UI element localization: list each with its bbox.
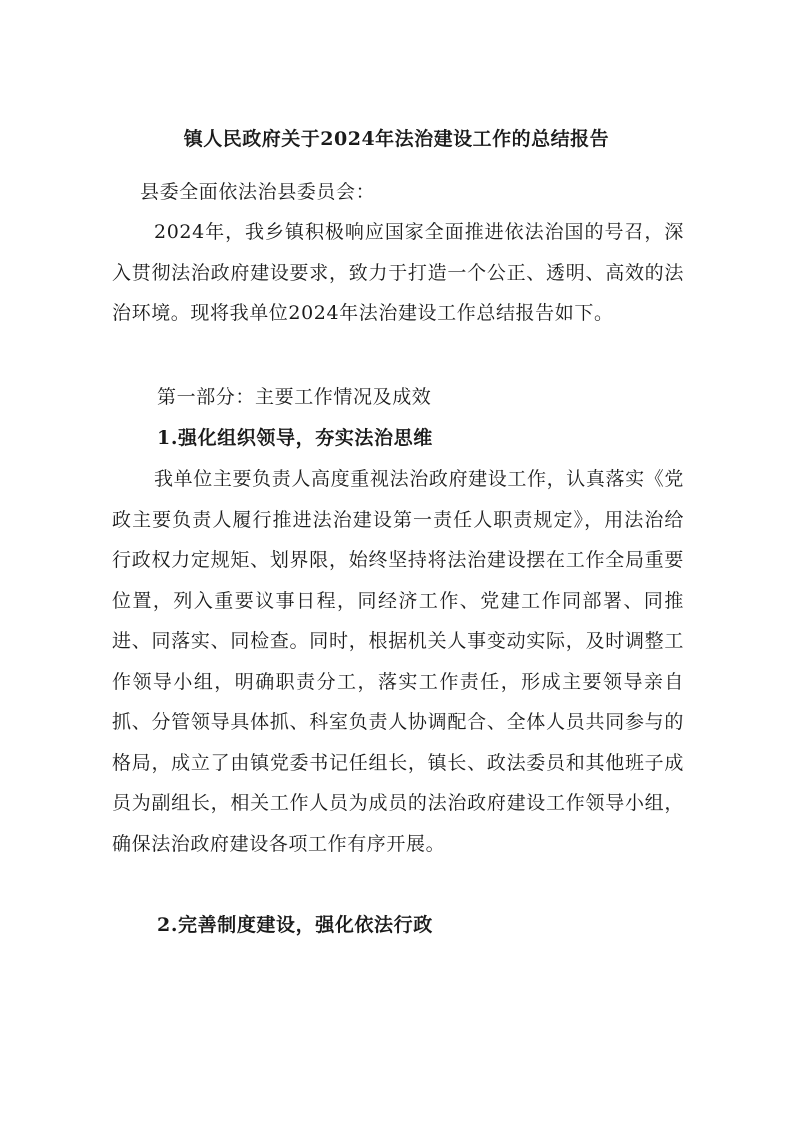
section-label: 第一部分：主要工作情况及成效 [157,386,432,408]
document-title: 镇人民政府关于2024年法治建设工作的总结报告 [183,128,610,150]
body-paragraph-1: 我单位主要负责人高度重视法治政府建设工作，认真落实《党政主要负责人履行推进法治建设第一责任人职责规定》，用法治给行政权力定规矩、划界限，始终坚持将法治建设摆在工作全局重要位置，列入重要议事日程，同经济工作、党建工作同部署、同推进、同落实、同检查。同时，根据机关人事变动实际，及时调整工作领导小组，明确职责分工，落实工作责任，形成主要领导亲自抓、分管领导具体抓、科室负责人协调配合、全体人员共同参与的格局，成立了由镇党委书记任组长，镇长、政法委员和其他班子成员为副组长，相关工作人员为成员的法治政府建设工作领导小组，确保法治政府建设各项工作有序开展。 [112,468,684,855]
intro-paragraph: 2024年，我乡镇积极响应国家全面推进依法治国的号召，深入贯彻法治政府建设要求，致力于打造一个公正、透明、高效的法治环境。现将我单位2024年法治建设工作总结报告如下。 [112,221,684,324]
section-heading-1: 1.强化组织领导，夯实法治思维 [157,427,433,449]
section-heading-2: 2.完善制度建设，强化依法行政 [157,914,433,936]
salutation: 县委全面依法治县委员会： [140,181,376,203]
